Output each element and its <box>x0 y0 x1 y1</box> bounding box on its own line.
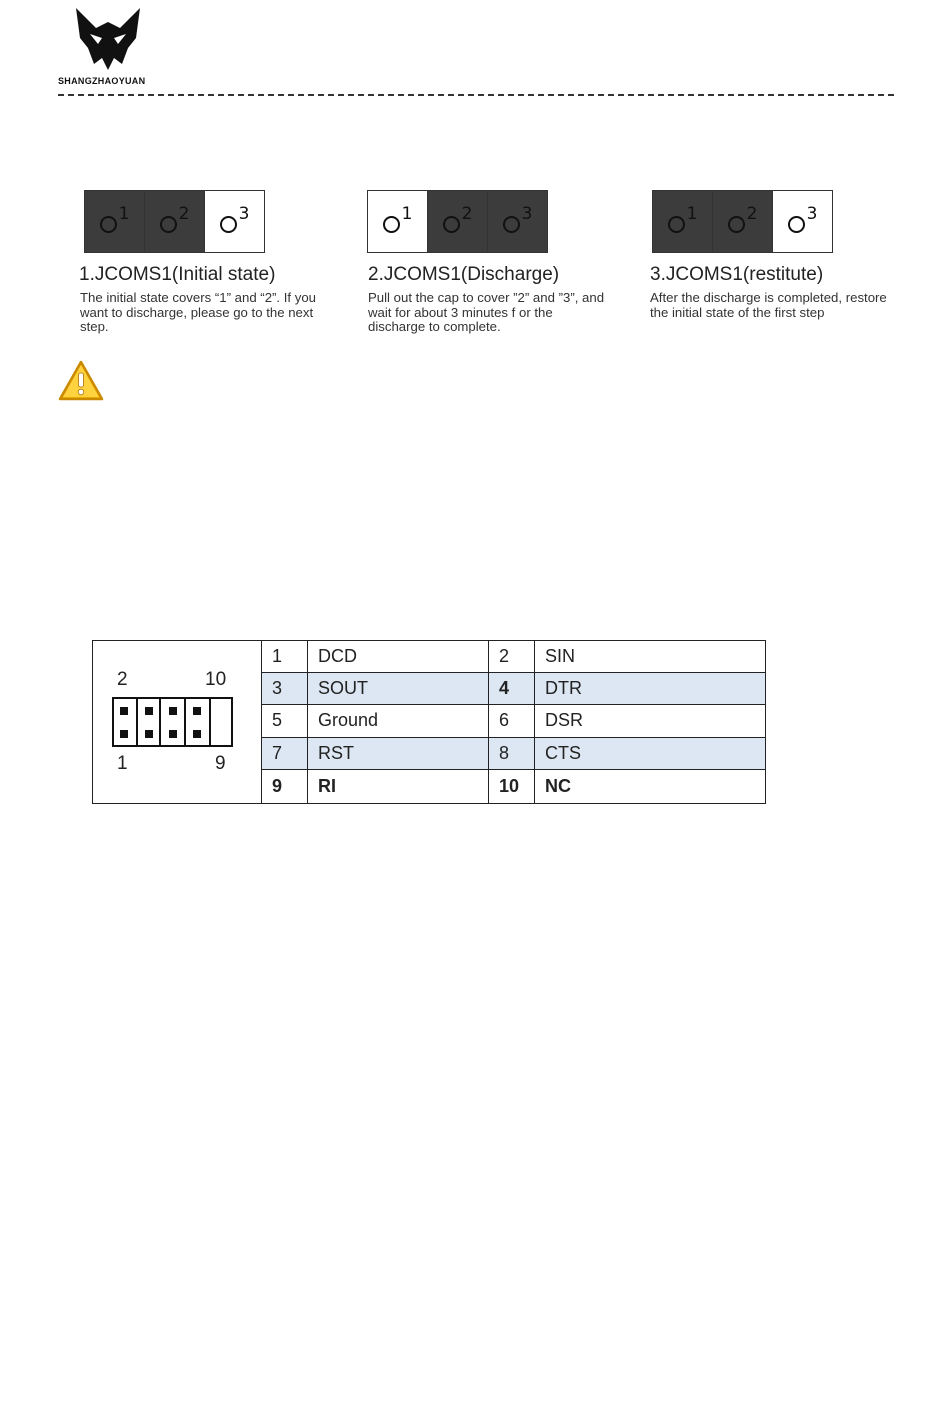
pin-signal: RI <box>308 769 489 803</box>
jumper-pin-3: 3 <box>204 190 265 253</box>
pin-number: 10 <box>489 769 535 803</box>
pin-header-diagram <box>93 641 262 804</box>
step-2-title: 2.JCOMS1(Discharge) <box>368 264 560 285</box>
header-divider <box>58 94 894 96</box>
pin-signal: DTR <box>535 673 766 705</box>
jumper-pin-3: 3 <box>772 190 833 253</box>
step-3-title: 3.JCOMS1(restitute) <box>650 264 824 285</box>
pin-number: 3 <box>262 673 308 705</box>
pin-signal: RST <box>308 737 489 769</box>
pin-signal: CTS <box>535 737 766 769</box>
jumper-pin-1: 1 <box>367 190 428 253</box>
step-1-description: The initial state covers “1” and “2”. If you want to discharge, please go to the next step. <box>80 290 317 335</box>
jumper-diagram-step-1 <box>84 190 265 253</box>
pin-label-bottom-left: 1 <box>117 753 128 774</box>
pin-number: 9 <box>262 769 308 803</box>
brand-name: SHANGZHAOYUAN <box>58 76 146 86</box>
pin-signal: SOUT <box>308 673 489 705</box>
pin-label-top-left: 2 <box>117 669 128 690</box>
com-pinout-table <box>92 640 766 804</box>
jumper-pin-1: 1 <box>652 190 713 253</box>
step-2-description: Pull out the cap to cover ”2” and ”3”, and wait for about 3 minutes f or the discharge to complete. <box>368 290 605 335</box>
jumper-pin-2: 2 <box>712 190 773 253</box>
pin-number: 2 <box>489 641 535 673</box>
brand-logo <box>58 4 158 90</box>
pin-number: 6 <box>489 705 535 737</box>
pin-number: 7 <box>262 737 308 769</box>
jumper-diagram-step-3 <box>652 190 833 253</box>
pin-signal: DSR <box>535 705 766 737</box>
pin-number: 4 <box>489 673 535 705</box>
step-1-title: 1.JCOMS1(Initial state) <box>79 264 276 285</box>
pin-signal: SIN <box>535 641 766 673</box>
jumper-pin-3: 3 <box>487 190 548 253</box>
pin-label-top-right: 10 <box>205 669 227 690</box>
step-3-description: After the discharge is completed, restore the initial state of the first step <box>650 290 887 320</box>
jumper-pin-2: 2 <box>144 190 205 253</box>
wolf-logo-icon <box>70 4 146 72</box>
pin-header-outline <box>112 697 233 747</box>
jumper-pin-2: 2 <box>427 190 488 253</box>
pin-number: 1 <box>262 641 308 673</box>
pin-number: 5 <box>262 705 308 737</box>
warning-triangle-icon <box>58 360 104 402</box>
table-row <box>93 641 766 673</box>
jumper-pin-1: 1 <box>84 190 145 253</box>
pin-signal: DCD <box>308 641 489 673</box>
jumper-diagram-step-2 <box>367 190 548 253</box>
pin-signal: NC <box>535 769 766 803</box>
pin-number: 8 <box>489 737 535 769</box>
pin-signal: Ground <box>308 705 489 737</box>
pin-label-bottom-right: 9 <box>215 753 226 774</box>
